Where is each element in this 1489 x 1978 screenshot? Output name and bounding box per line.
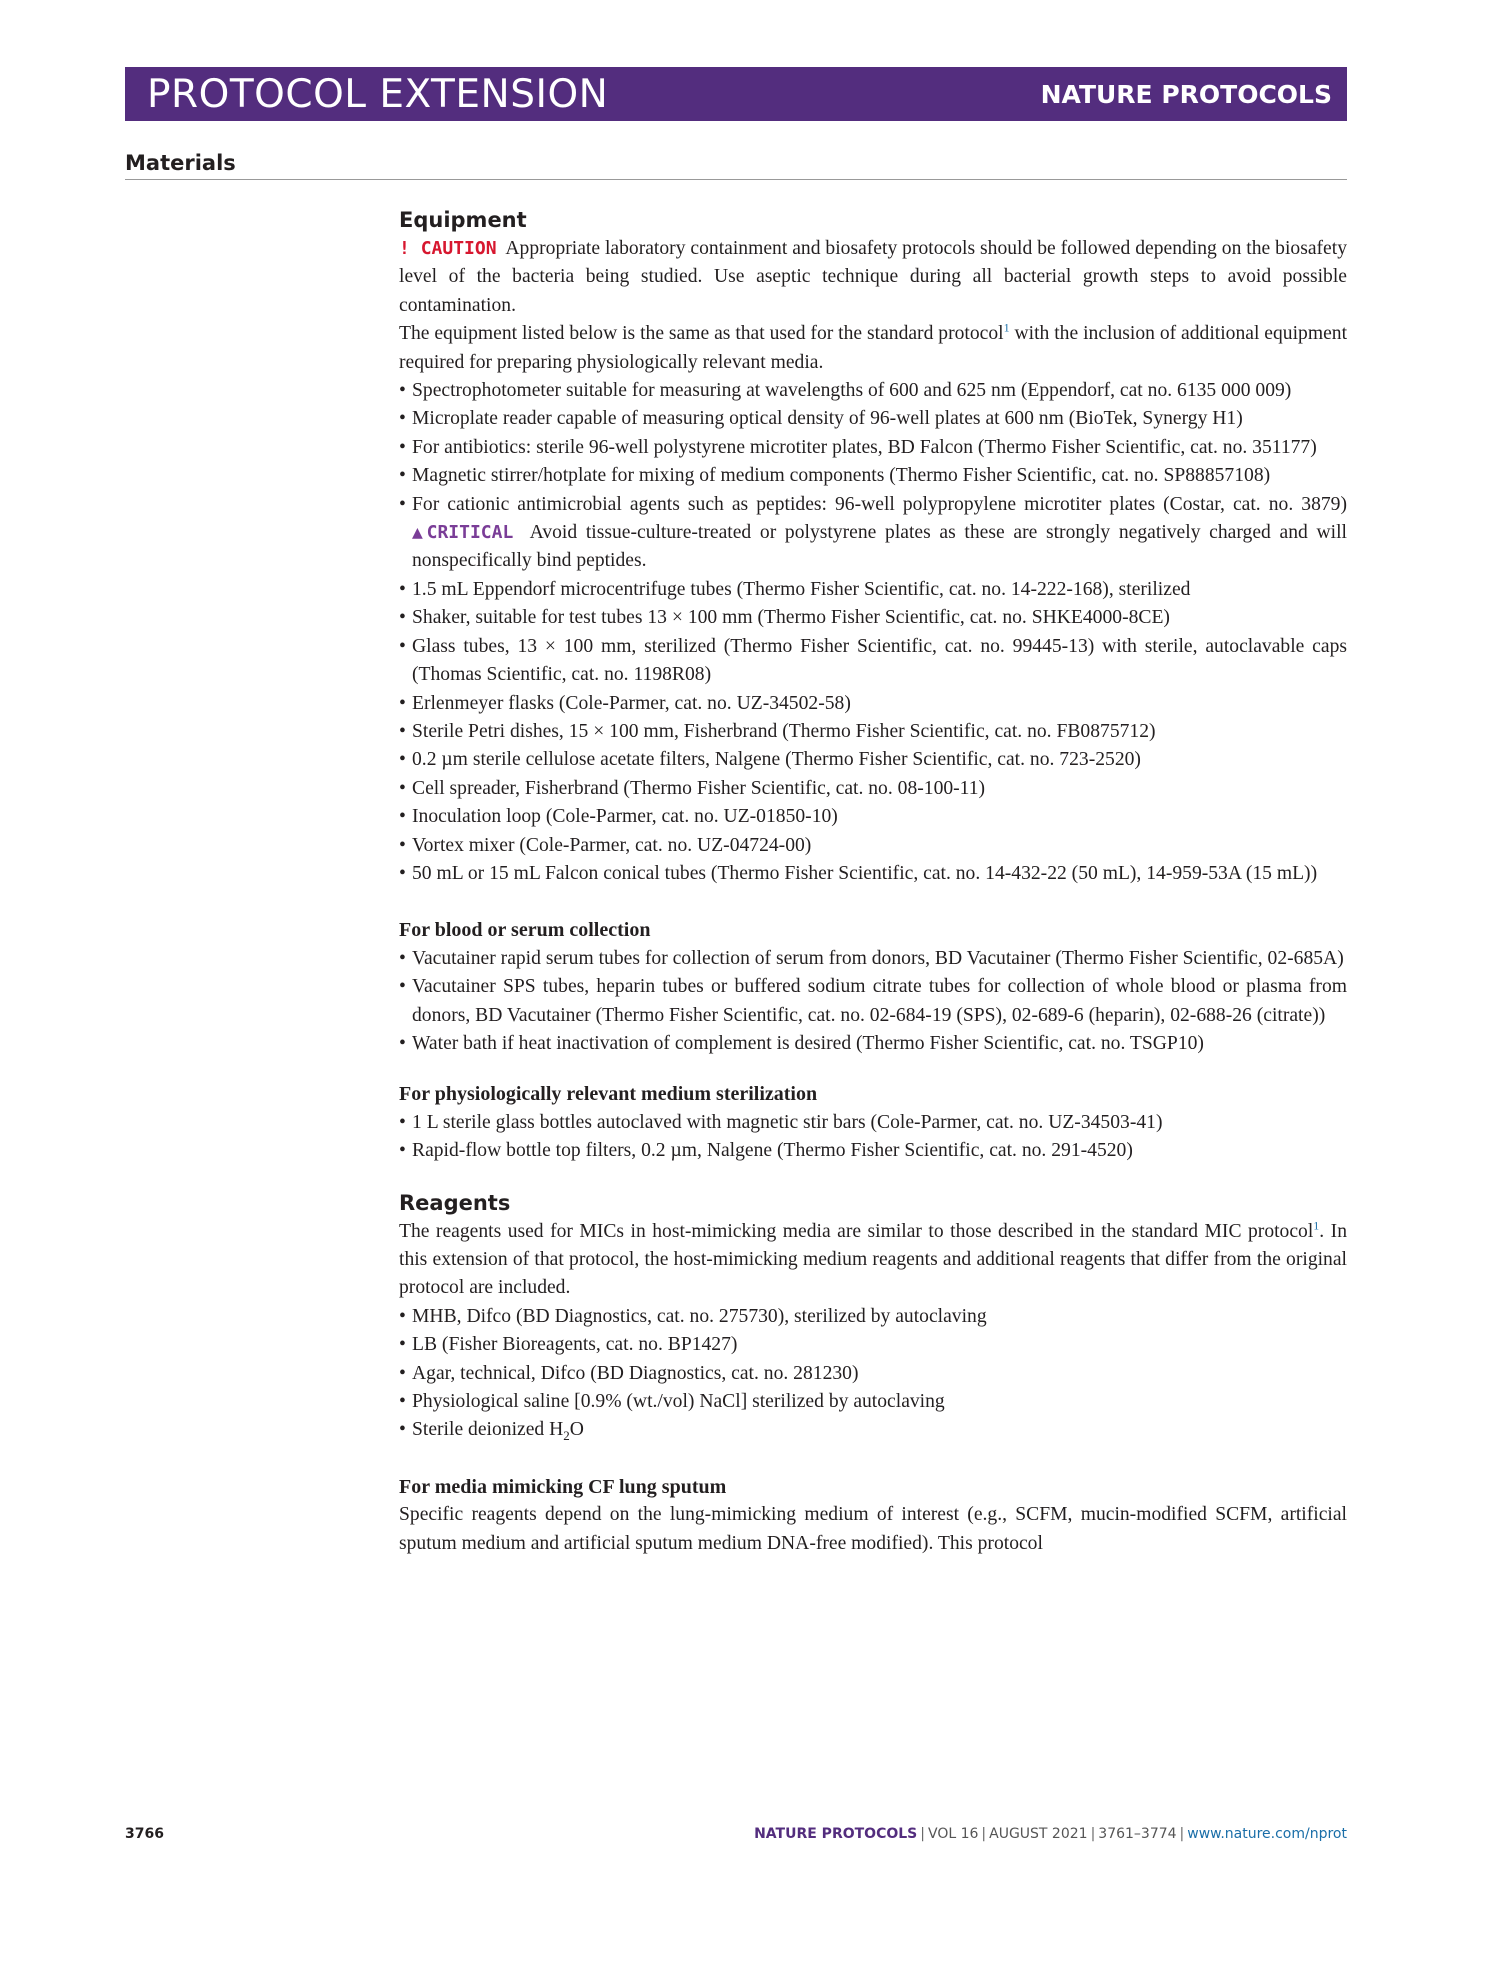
footer-journal: NATURE PROTOCOLS	[754, 1826, 918, 1842]
footer-pages: 3761–3774	[1098, 1826, 1177, 1842]
footer-date: AUGUST 2021	[989, 1826, 1088, 1842]
sterilization-list	[399, 1109, 1347, 1166]
section-heading: Materials	[125, 151, 1347, 180]
header-banner	[125, 67, 1347, 121]
caution-paragraph	[399, 235, 1347, 320]
journal-name: NATURE PROTOCOLS	[1040, 79, 1332, 109]
reference-link[interactable]: 1	[1003, 320, 1010, 335]
footer-citation: NATURE PROTOCOLS | VOL 16 | AUGUST 2021 | 3761–3774 | www.nature.com/nprot	[754, 1826, 1347, 1842]
article-type: PROTOCOL EXTENSION	[147, 71, 609, 117]
list-item: • Inoculation loop (Cole-Parmer, cat. no. UZ-01850-10)	[399, 803, 1347, 831]
equipment-intro: The equipment listed below is the same as that used for the standard protocol$^1$ with the inclusion of additional equipment required for preparing physiologically relevant media.	[399, 320, 1348, 373]
page-footer	[125, 1826, 1347, 1848]
caution-label: ! CAUTION	[399, 238, 497, 259]
list-item: • Microplate reader capable of measuring optical density of 96-well plates at 600 nm (BioTek, Synergy H1)	[399, 405, 1347, 433]
reference-link[interactable]: 1	[1313, 1218, 1320, 1233]
page-number: 3766	[125, 1826, 164, 1842]
list-item: • Rapid-flow bottle top filters, 0.2 µm, Nalgene (Thermo Fisher Scientific, cat. no. 291-4520)	[399, 1137, 1347, 1165]
list-item: • For cationic antimicrobial agents such as peptides: 96-well polypropylene microtiter plates (Costar, cat. no. 3879) ▲CRITICAL Avoid tissue-culture-treated or polystyrene plates as these are strongly negatively charged and will nonspecifically bind peptides.	[399, 491, 1347, 576]
list-item: • 0.2 µm sterile cellulose acetate filters, Nalgene (Thermo Fisher Scientific, cat. no. 723-2520)	[399, 746, 1347, 774]
list-item: • MHB, Difco (BD Diagnostics, cat. no. 275730), sterilized by autoclaving	[399, 1303, 1347, 1331]
list-item: • Glass tubes, 13 × 100 mm, sterilized (Thermo Fisher Scientific, cat. no. 99445-13) with sterile, autoclavable caps (Thomas Scientific, cat. no. 1198R08)	[399, 633, 1347, 690]
caution-text: Appropriate laboratory containment and biosafety protocols should be followed depending on the biosafety level of the bacteria being studied. Use aseptic technique during all bacterial growth steps to avoid possible contamination.	[399, 238, 1347, 316]
list-item: • Agar, technical, Difco (BD Diagnostics, cat. no. 281230)	[399, 1360, 1347, 1388]
blood-list	[399, 945, 1347, 1059]
list-item: • 1 L sterile glass bottles autoclaved with magnetic stir bars (Cole-Parmer, cat. no. UZ-34503-41)	[399, 1109, 1347, 1137]
list-item: • 1.5 mL Eppendorf microcentrifuge tubes (Thermo Fisher Scientific, cat. no. 14-222-168), sterilized	[399, 576, 1347, 604]
list-item: • Magnetic stirrer/hotplate for mixing of medium components (Thermo Fisher Scientific, cat. no. SP88857108)	[399, 462, 1347, 490]
list-item: • Shaker, suitable for test tubes 13 × 100 mm (Thermo Fisher Scientific, cat. no. SHKE4000-8CE)	[399, 604, 1347, 632]
list-item: • LB (Fisher Bioreagents, cat. no. BP1427)	[399, 1331, 1347, 1359]
list-item: • Water bath if heat inactivation of complement is desired (Thermo Fisher Scientific, cat. no. TSGP10)	[399, 1030, 1347, 1058]
list-item: • Sterile deionized $H_2O$	[399, 1416, 1347, 1444]
cf-heading: For media mimicking CF lung sputum	[399, 1475, 727, 1498]
list-item: • Cell spreader, Fisherbrand (Thermo Fisher Scientific, cat. no. 08-100-11)	[399, 775, 1347, 803]
list-item: • Physiological saline [0.9% (wt./vol) NaCl] sterilized by autoclaving	[399, 1388, 1347, 1416]
reagents-list	[399, 1303, 1347, 1445]
sterilization-heading: For physiologically relevant medium sterilization	[399, 1083, 818, 1106]
main-content	[399, 205, 1347, 1558]
footer-url-link[interactable]: www.nature.com/nprot	[1187, 1826, 1347, 1842]
critical-label: ▲CRITICAL	[412, 522, 514, 544]
equipment-list	[399, 377, 1347, 888]
list-item: • Vacutainer SPS tubes, heparin tubes or buffered sodium citrate tubes for collection of whole blood or plasma from donors, BD Vacutainer (Thermo Fisher Scientific, cat. no. 02-684-19 (SPS), 02-689-6 (heparin), 02-688-26 (citrate))	[399, 973, 1347, 1030]
cf-paragraph: Specific reagents depend on the lung-mimicking medium of interest (e.g., SCFM, mucin-modified SCFM, artificial sputum medium and artificial sputum medium DNA-free modified). This protocol	[399, 1504, 1347, 1554]
footer-volume: VOL 16	[927, 1826, 979, 1842]
list-item: • Sterile Petri dishes, 15 × 100 mm, Fisherbrand (Thermo Fisher Scientific, cat. no. FB0875712)	[399, 718, 1347, 746]
reagents-heading: Reagents	[399, 1190, 511, 1215]
list-item: • For antibiotics: sterile 96-well polystyrene microtiter plates, BD Falcon (Thermo Fisher Scientific, cat. no. 351177)	[399, 434, 1347, 462]
blood-heading: For blood or serum collection	[399, 919, 651, 942]
list-item: • 50 mL or 15 mL Falcon conical tubes (Thermo Fisher Scientific, cat. no. 14-432-22 (50 mL), 14-959-53A (15 mL))	[399, 860, 1347, 888]
list-item: • Vacutainer rapid serum tubes for collection of serum from donors, BD Vacutainer (Thermo Fisher Scientific, 02-685A)	[399, 945, 1347, 973]
list-item: • Erlenmeyer flasks (Cole-Parmer, cat. no. UZ-34502-58)	[399, 690, 1347, 718]
reagents-intro: The reagents used for MICs in host-mimicking media are similar to those described in the standard MIC protocol$^1$. In this extension of that protocol, the host-mimicking medium reagents and additional reagents that differ from the original protocol are included.	[399, 1218, 1347, 1299]
list-item: • Spectrophotometer suitable for measuring at wavelengths of 600 and 625 nm (Eppendorf, cat no. 6135 000 009)	[399, 377, 1347, 405]
equipment-heading: Equipment	[399, 208, 527, 232]
list-item: • Vortex mixer (Cole-Parmer, cat. no. UZ-04724-00)	[399, 832, 1347, 860]
